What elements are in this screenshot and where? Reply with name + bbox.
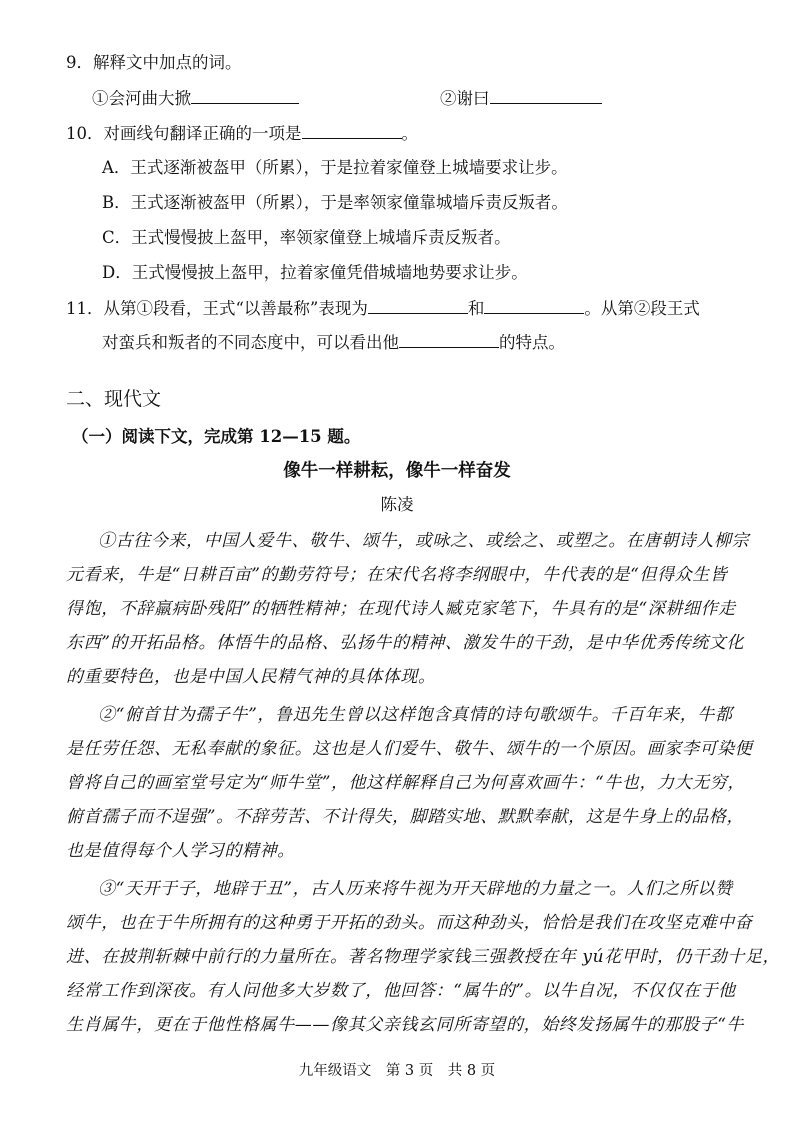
q11-part2: 和 [467,299,485,318]
q10-stem-text: 10．对画线句翻译正确的一项是 [66,124,302,143]
article-line: 元看来，牛是“日耕百亩”的勤劳符号；在宋代名将李纲眼中，牛代表的是“但得众生皆 [66,565,728,585]
q9-item2-text: ②谢曰 [440,89,490,108]
article-line: ②“俯首甘为孺子牛”，鲁迅先生曾以这样饱含真情的诗句歌颂牛。千百年来，牛都 [98,705,733,725]
article-line: 进、在披荆斩棘中前行的力量所在。著名物理学家钱三强教授在年 yú花甲时，仍干劲十足， [66,947,781,967]
article-author: 陈凌 [380,495,414,514]
article-line: 东西”的开拓品格。体悟牛的品格、弘扬牛的精神、激发牛的干劲，是中华优秀传统文化 [66,633,745,653]
article-title: 像牛一样耕耘，像牛一样奋发 [283,461,511,481]
q9-item2-blank[interactable] [490,87,602,104]
q11-part5: 的特点。 [499,333,565,352]
q11-blank2[interactable] [484,297,584,314]
page-footer: 九年级语文 第 3 页 共 8 页 [298,1063,496,1079]
q10-stem-end: 。 [401,124,418,143]
article-line: ①古往今来，中国人爱牛、敬牛、颂牛，或咏之、或绘之、或塑之。在唐朝诗人柳宗 [98,531,750,551]
section-heading: 二、现代文 [66,388,162,410]
q9-item2 [440,87,602,110]
q11-blank3[interactable] [399,331,499,348]
article-line: 俯首孺子而不逞强”。不辞劳苦、不计得失，脚踏实地、默默奉献，这是牛身上的品格， [66,807,745,827]
article-line: 经常工作到深夜。有人问他多大岁数了，他回答：“属牛的”。以牛自况，不仅仅在于他 [66,981,736,1001]
article-line: 生肖属牛，更在于他性格属牛——像其父亲钱玄同所寄望的，始终发扬属牛的那股子“牛 [66,1015,745,1035]
q10-option-b[interactable]: B．王式逐渐被盔甲（所累），于是率领家僮靠城墙斥责反叛者。 [102,193,568,212]
q11-blank1[interactable] [368,297,468,314]
article-line: 得饱，不辞羸病卧残阳”的牺牲精神；在现代诗人臧克家笔下，牛具有的是“深耕细作走 [66,599,736,619]
q10-option-c[interactable]: C．王式慢慢披上盔甲，率领家僮登上城墙斥责反叛者。 [102,228,511,247]
article-line: 是任劳任怨、无私奉献的象征。这也是人们爱牛、敬牛、颂牛的一个原因。画家李可染便 [66,739,753,759]
q11-line1 [66,297,700,320]
q9-item1-text: ①会河曲大掀 [92,89,191,108]
q11-line2 [102,331,565,354]
q11-part3: 。从第②段王式 [584,299,700,318]
article-line: ③“天开于子，地辟于丑”，古人历来将牛视为开天辟地的力量之一。人们之所以赞 [98,879,733,899]
article-line: 颂牛，也在于牛所拥有的这种勇于开拓的劲头。而这种劲头，恰恰是我们在攻坚克难中奋 [66,913,753,933]
q11-part1: 11．从第①段看，王式“以善最称”表现为 [66,299,368,318]
q9-stem: 9．解释文中加点的词。 [66,53,242,72]
q10-option-d[interactable]: D．王式慢慢披上盔甲，拉着家僮凭借城墙地势要求让步。 [102,263,528,282]
q10-blank[interactable] [302,122,402,139]
q11-part4: 对蛮兵和叛者的不同态度中，可以看出他 [102,333,399,352]
article-line: 也是值得每个人学习的精神。 [66,841,295,861]
section-subheading: （一）阅读下文，完成第 12—15 题。 [72,427,361,446]
article-line: 曾将自己的画室堂号定为“师牛堂”，他这样解释自己为何喜欢画牛：“牛也，力大无穷， [66,773,746,793]
q9-item1-blank[interactable] [191,87,299,104]
q10-stem [66,122,418,145]
q9-item1 [92,87,299,110]
article-line: 的重要特色，也是中国人民精气神的具体体现。 [66,667,436,687]
q10-option-a[interactable]: A．王式逐渐被盔甲（所累），于是拉着家僮登上城墙要求让步。 [102,158,568,177]
